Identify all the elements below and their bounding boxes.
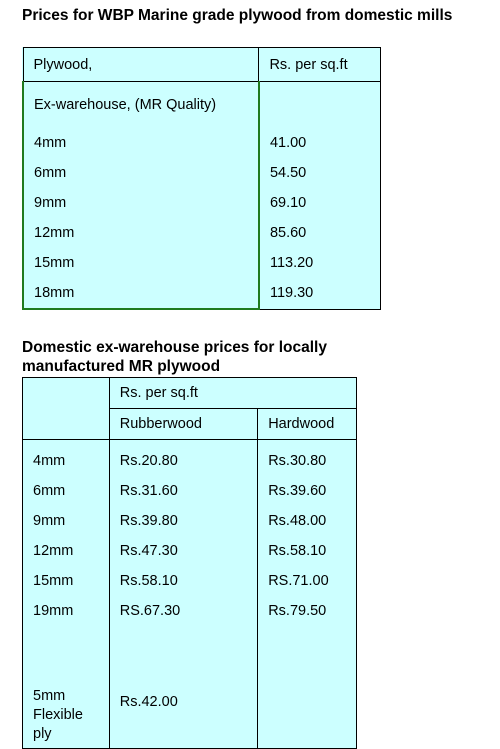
table-row <box>23 188 381 218</box>
header-hardwood: Hardwood <box>258 409 357 440</box>
price-cell: 113.20 <box>259 248 381 278</box>
section1-title: Prices for WBP Marine grade plywood from domestic mills <box>22 7 453 24</box>
size-cell: 4mm <box>23 440 110 477</box>
table-row <box>23 278 381 309</box>
table-header-row <box>23 378 357 409</box>
size-cell: 6mm <box>23 158 259 188</box>
hardwood-price-cell: Rs.30.80 <box>258 440 357 477</box>
mr-plywood-price-table <box>22 377 357 749</box>
size-cell: 9mm <box>23 506 110 536</box>
header-price-unit: Rs. per sq.ft <box>109 378 356 409</box>
hardwood-price-cell: Rs.48.00 <box>258 506 357 536</box>
rubberwood-price-cell: Rs.39.80 <box>109 506 257 536</box>
table-row <box>23 626 357 749</box>
rubberwood-price-cell: Rs.42.00 <box>109 626 257 749</box>
rubberwood-price-cell: Rs.47.30 <box>109 536 257 566</box>
rubberwood-price-cell: Rs.20.80 <box>109 440 257 477</box>
size-line: ply <box>33 726 52 742</box>
table-row <box>23 476 357 506</box>
size-cell: 6mm <box>23 476 110 506</box>
subheader-empty <box>259 82 381 129</box>
size-cell: 4mm <box>23 128 259 158</box>
price-cell: 41.00 <box>259 128 381 158</box>
rubberwood-price-cell: RS.67.30 <box>109 596 257 626</box>
header-empty-corner <box>23 378 110 440</box>
size-cell: 15mm <box>23 248 259 278</box>
size-cell: 12mm <box>23 218 259 248</box>
hardwood-price-cell: Rs.58.10 <box>258 536 357 566</box>
price-cell: 85.60 <box>259 218 381 248</box>
rubberwood-price-cell: Rs.58.10 <box>109 566 257 596</box>
table-row <box>23 218 381 248</box>
header-rubberwood: Rubberwood <box>109 409 257 440</box>
table-row <box>23 158 381 188</box>
table-row <box>23 128 381 158</box>
size-cell: 19mm <box>23 596 110 626</box>
hardwood-price-cell <box>258 626 357 749</box>
size-cell: 12mm <box>23 536 110 566</box>
size-line: 5mm <box>33 688 66 704</box>
table-row <box>23 596 357 626</box>
subheader-ex-warehouse: Ex-warehouse, (MR Quality) <box>23 82 259 129</box>
table-row <box>23 566 357 596</box>
size-cell: 9mm <box>23 188 259 218</box>
size-cell: 15mm <box>23 566 110 596</box>
price-cell: 119.30 <box>259 278 381 309</box>
price-cell: 54.50 <box>259 158 381 188</box>
hardwood-price-cell: RS.71.00 <box>258 566 357 596</box>
hardwood-price-cell: Rs.39.60 <box>258 476 357 506</box>
header-plywood: Plywood, <box>23 48 259 82</box>
size-line: Flexible <box>33 707 83 723</box>
price-cell: 69.10 <box>259 188 381 218</box>
table-row <box>23 440 357 477</box>
header-price-unit: Rs. per sq.ft <box>259 48 381 82</box>
table-header-row <box>23 48 381 82</box>
size-cell: 18mm <box>23 278 259 309</box>
subheader-row <box>23 82 381 129</box>
table-row <box>23 536 357 566</box>
size-cell-flexible <box>23 626 110 749</box>
table-row <box>23 248 381 278</box>
hardwood-price-cell: Rs.79.50 <box>258 596 357 626</box>
section2-title: Domestic ex-warehouse prices for locally manufactured MR plywood <box>22 339 327 375</box>
table-row <box>23 506 357 536</box>
rubberwood-price-cell: Rs.31.60 <box>109 476 257 506</box>
wbp-marine-price-table <box>22 47 381 310</box>
